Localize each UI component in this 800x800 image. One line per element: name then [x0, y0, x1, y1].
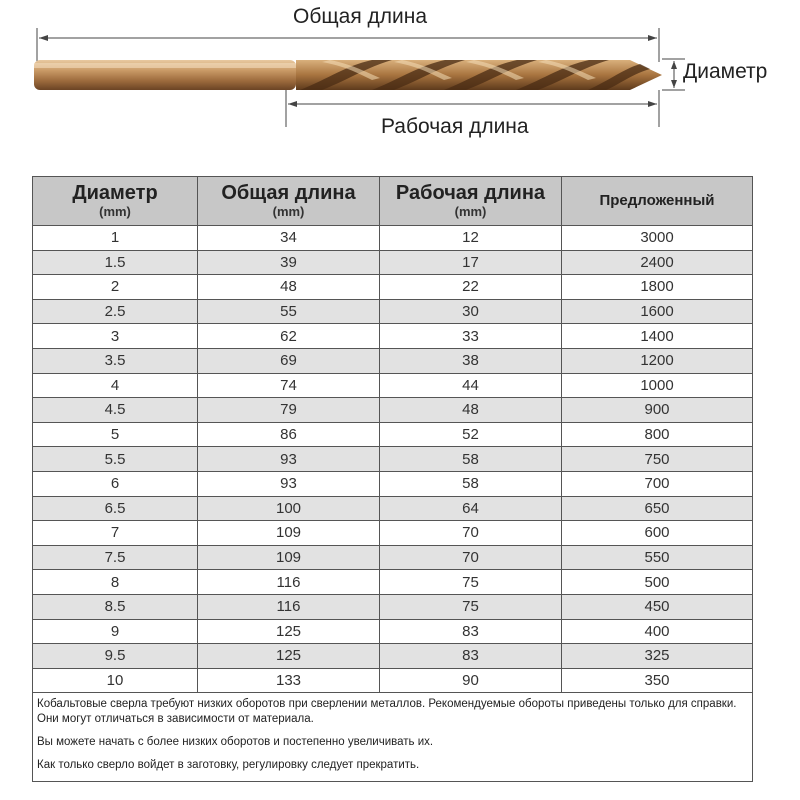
cell-rpm: 600: [562, 521, 753, 546]
table-row: [33, 668, 753, 693]
drill-shank: [34, 60, 296, 90]
cell-diameter: 9.5: [33, 644, 198, 669]
drill-spec-table: [32, 176, 753, 782]
cell-total-length: 62: [198, 324, 380, 349]
cell-working-length: 58: [380, 447, 562, 472]
table-row: [33, 348, 753, 373]
cell-diameter: 8: [33, 570, 198, 595]
cell-working-length: 75: [380, 594, 562, 619]
table-row: [33, 373, 753, 398]
cell-rpm: 325: [562, 644, 753, 669]
cell-total-length: 86: [198, 422, 380, 447]
header-unit: (mm): [272, 204, 305, 220]
note-rpm-guidance: Кобальтовые сверла требуют низких оборотов при сверлении металлов. Рекомендуемые обороты приведены только для справки. Они могут отличаться в зависимости от материала.: [37, 698, 737, 725]
table-row: [33, 324, 753, 349]
table-row: [33, 275, 753, 300]
header-recommended-rpm: [562, 177, 753, 226]
cell-diameter: 1: [33, 226, 198, 251]
cell-total-length: 125: [198, 619, 380, 644]
cell-rpm: 350: [562, 668, 753, 693]
total-length-dimension: [37, 28, 659, 62]
header-label: Предложенный: [599, 192, 715, 210]
cell-working-length: 75: [380, 570, 562, 595]
cell-total-length: 79: [198, 398, 380, 423]
cell-rpm: 900: [562, 398, 753, 423]
cell-working-length: 30: [380, 299, 562, 324]
diameter-dimension: [662, 59, 685, 90]
table-row: [33, 496, 753, 521]
cell-total-length: 125: [198, 644, 380, 669]
cell-working-length: 52: [380, 422, 562, 447]
cell-rpm: 400: [562, 619, 753, 644]
header-unit: (mm): [454, 204, 487, 220]
cell-diameter: 8.5: [33, 594, 198, 619]
header-unit: (mm): [99, 204, 131, 220]
cell-diameter: 6.5: [33, 496, 198, 521]
cell-rpm: 1600: [562, 299, 753, 324]
header-label: Рабочая длина: [395, 182, 546, 205]
header-label: Диаметр: [72, 182, 158, 205]
cell-working-length: 44: [380, 373, 562, 398]
table-row: [33, 398, 753, 423]
table-row: [33, 422, 753, 447]
cell-rpm: 3000: [562, 226, 753, 251]
cell-rpm: 450: [562, 594, 753, 619]
table-row: [33, 447, 753, 472]
cell-diameter: 9: [33, 619, 198, 644]
cell-total-length: 93: [198, 471, 380, 496]
notes-row: [33, 693, 753, 782]
cell-rpm: 550: [562, 545, 753, 570]
cell-working-length: 33: [380, 324, 562, 349]
cell-diameter: 3.5: [33, 348, 198, 373]
cell-working-length: 48: [380, 398, 562, 423]
cell-diameter: 3: [33, 324, 198, 349]
cell-total-length: 93: [198, 447, 380, 472]
cell-total-length: 116: [198, 594, 380, 619]
table-row: [33, 250, 753, 275]
total-length-label: Общая длина: [293, 5, 428, 28]
cell-diameter: 7.5: [33, 545, 198, 570]
table-row: [33, 570, 753, 595]
cell-total-length: 74: [198, 373, 380, 398]
table-row: [33, 226, 753, 251]
cell-rpm: 1400: [562, 324, 753, 349]
cell-total-length: 48: [198, 275, 380, 300]
cell-total-length: 39: [198, 250, 380, 275]
cell-diameter: 5: [33, 422, 198, 447]
header-diameter: [33, 177, 198, 226]
cell-rpm: 1800: [562, 275, 753, 300]
working-length-label: Рабочая длина: [381, 115, 529, 138]
cell-diameter: 1.5: [33, 250, 198, 275]
table-row: [33, 521, 753, 546]
cell-rpm: 750: [562, 447, 753, 472]
diameter-label: Диаметр: [683, 60, 768, 83]
cell-diameter: 4: [33, 373, 198, 398]
header-working-length: [380, 177, 562, 226]
cell-working-length: 38: [380, 348, 562, 373]
cell-diameter: 10: [33, 668, 198, 693]
cell-working-length: 64: [380, 496, 562, 521]
cell-working-length: 58: [380, 471, 562, 496]
table-row: [33, 545, 753, 570]
cell-working-length: 70: [380, 545, 562, 570]
cell-rpm: 500: [562, 570, 753, 595]
cell-total-length: 69: [198, 348, 380, 373]
cell-diameter: 5.5: [33, 447, 198, 472]
notes-cell: [33, 693, 753, 782]
note-stop-adjusting: Как только сверло войдет в заготовку, регулировку следует прекратить.: [37, 759, 420, 772]
table-row: [33, 471, 753, 496]
drill-flutes: [296, 60, 662, 90]
cell-total-length: 34: [198, 226, 380, 251]
cell-total-length: 100: [198, 496, 380, 521]
table-header: [33, 177, 753, 226]
cell-working-length: 12: [380, 226, 562, 251]
cell-total-length: 55: [198, 299, 380, 324]
cell-total-length: 109: [198, 521, 380, 546]
header-row: [33, 177, 753, 226]
cell-diameter: 6: [33, 471, 198, 496]
cell-diameter: 7: [33, 521, 198, 546]
cell-working-length: 90: [380, 668, 562, 693]
cell-working-length: 70: [380, 521, 562, 546]
cell-rpm: 700: [562, 471, 753, 496]
cell-total-length: 133: [198, 668, 380, 693]
table-row: [33, 594, 753, 619]
table-row: [33, 644, 753, 669]
header-label: Общая длина: [221, 182, 356, 205]
cell-diameter: 2.5: [33, 299, 198, 324]
cell-rpm: 1000: [562, 373, 753, 398]
cell-total-length: 116: [198, 570, 380, 595]
cell-diameter: 4.5: [33, 398, 198, 423]
header-total-length: [198, 177, 380, 226]
table-body: [33, 226, 753, 782]
drill-dimension-diagram: [0, 0, 800, 160]
table-row: [33, 619, 753, 644]
cell-total-length: 109: [198, 545, 380, 570]
cell-rpm: 800: [562, 422, 753, 447]
note-start-low: Вы можете начать с более низких оборотов и постепенно увеличивать их.: [37, 736, 434, 749]
cell-diameter: 2: [33, 275, 198, 300]
cell-working-length: 22: [380, 275, 562, 300]
cell-working-length: 17: [380, 250, 562, 275]
cell-working-length: 83: [380, 644, 562, 669]
table-row: [33, 299, 753, 324]
cell-rpm: 1200: [562, 348, 753, 373]
cell-rpm: 2400: [562, 250, 753, 275]
cell-working-length: 83: [380, 619, 562, 644]
cell-rpm: 650: [562, 496, 753, 521]
